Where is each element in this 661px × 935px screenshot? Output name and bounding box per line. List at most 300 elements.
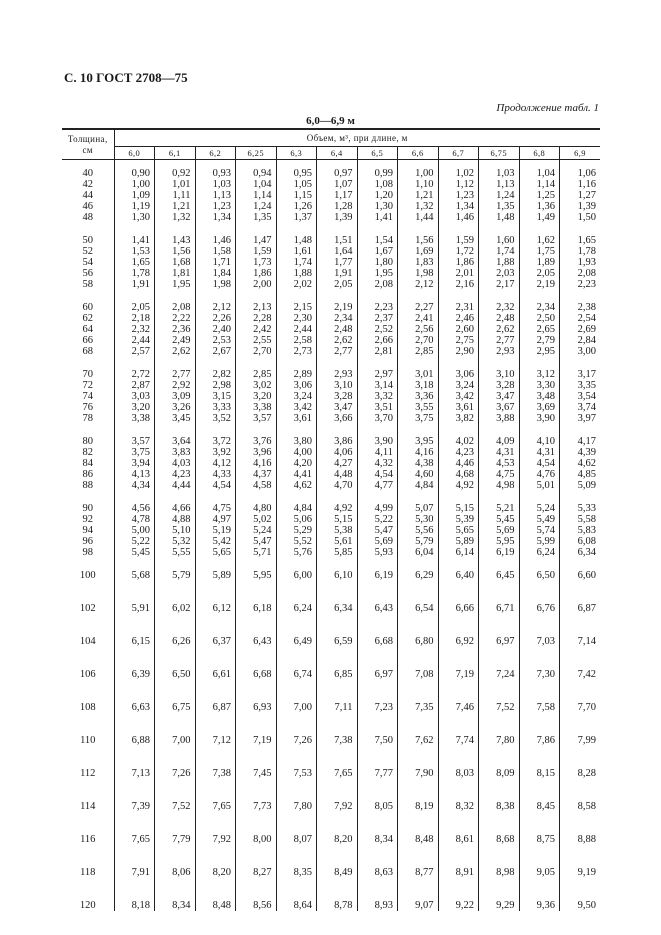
spacer-cell (62, 491, 114, 503)
volume-cell: 2,30 (276, 313, 317, 324)
spacer-cell (519, 680, 560, 702)
volume-cell: 1,39 (317, 212, 358, 223)
spacer-cell (276, 424, 317, 436)
volume-cell: 5,52 (276, 536, 317, 547)
volume-cell: 2,08 (155, 302, 196, 313)
spacer-cell (357, 614, 398, 636)
volume-cell: 4,80 (236, 503, 277, 514)
table-row (62, 547, 600, 558)
spacer-cell (398, 223, 439, 235)
spacer-cell (236, 223, 277, 235)
volume-cell: 5,95 (236, 570, 277, 581)
volume-cell: 2,37 (357, 313, 398, 324)
volume-cell: 6,50 (519, 570, 560, 581)
volume-cell: 5,09 (577, 480, 596, 491)
row-spacer (62, 647, 600, 669)
volume-cell: 2,17 (479, 279, 520, 290)
volume-cell: 4,17 (577, 436, 596, 447)
volume-cell: 6,45 (479, 570, 520, 581)
volume-cell: 2,03 (479, 268, 520, 279)
volume-cell: 2,56 (398, 324, 439, 335)
volume-cell: 1,56 (398, 235, 439, 246)
volume-cell: 4,68 (438, 469, 479, 480)
volume-cell: 2,12 (398, 279, 439, 290)
volume-cell: 2,60 (438, 324, 479, 335)
volume-cell: 8,32 (438, 801, 479, 812)
volume-cell: 4,32 (357, 458, 398, 469)
row-spacer (62, 680, 600, 702)
volume-cell: 7,38 (317, 735, 358, 746)
volume-cell: 7,80 (479, 735, 520, 746)
thickness-cell: 68 (62, 346, 114, 357)
spacer-cell (519, 812, 560, 834)
table-row (62, 346, 600, 357)
spacer-cell (398, 357, 439, 369)
volume-cell: 1,59 (236, 246, 277, 257)
spacer-cell (357, 558, 398, 570)
volume-cell: 6,39 (114, 669, 155, 680)
thickness-cell: 84 (62, 458, 114, 469)
spacer-cell (317, 223, 358, 235)
spacer-cell (317, 713, 358, 735)
volume-cell: 8,88 (577, 834, 596, 845)
volume-cell: 1,23 (438, 190, 479, 201)
volume-cell: 4,41 (276, 469, 317, 480)
spacer-cell (479, 680, 520, 702)
length-header-cell: 6,8 (519, 146, 560, 159)
volume-cell: 6,68 (357, 636, 398, 647)
volume-cell: 8,38 (479, 801, 520, 812)
volume-cell: 5,71 (236, 547, 277, 558)
table-row (62, 525, 600, 536)
spacer-cell (236, 357, 277, 369)
spacer-cell (236, 647, 277, 669)
volume-cell: 4,98 (479, 480, 520, 491)
spacer-cell (479, 779, 520, 801)
volume-cell: 2,15 (276, 302, 317, 313)
spacer-cell (276, 491, 317, 503)
volume-cell: 1,10 (398, 179, 439, 190)
spacer-cell (62, 223, 114, 235)
volume-cell: 3,75 (114, 447, 155, 458)
volume-cell: 4,77 (357, 480, 398, 491)
spacer-cell (560, 581, 601, 603)
spacer-cell (438, 357, 479, 369)
volume-cell: 7,52 (155, 801, 196, 812)
volume-cell: 3,00 (577, 346, 596, 357)
table-row (62, 867, 600, 878)
thickness-cell: 48 (62, 212, 114, 223)
volume-cell: 6,76 (519, 603, 560, 614)
spacer-cell (519, 558, 560, 570)
volume-cell: 3,90 (519, 413, 560, 424)
spacer-cell (195, 614, 236, 636)
volume-cell: 1,81 (155, 268, 196, 279)
volume-cell: 6,37 (195, 636, 236, 647)
volume-cell: 4,20 (276, 458, 317, 469)
table-row (62, 190, 600, 201)
volume-cell: 2,05 (114, 302, 155, 313)
spacer-cell (62, 424, 114, 436)
volume-cell: 6,12 (195, 603, 236, 614)
volume-cell: 4,09 (479, 436, 520, 447)
volume-cell: 4,37 (236, 469, 277, 480)
volume-cell: 4,78 (114, 514, 155, 525)
spacer-cell (195, 812, 236, 834)
volume-cell: 2,01 (438, 268, 479, 279)
volume-cell: 1,65 (114, 257, 155, 268)
spacer-cell (114, 812, 155, 834)
volume-cell: 2,73 (276, 346, 317, 357)
volume-cell: 7,58 (519, 702, 560, 713)
thickness-cell: 86 (62, 469, 114, 480)
thickness-cell: 88 (62, 480, 114, 491)
volume-cell: 1,24 (479, 190, 520, 201)
volume-cell: 1,36 (519, 201, 560, 212)
spacer-cell (317, 424, 358, 436)
spacer-cell (519, 614, 560, 636)
spacer-cell (114, 290, 155, 302)
volume-cell: 4,58 (236, 480, 277, 491)
volume-cell: 4,56 (114, 503, 155, 514)
volume-cell: 1,89 (519, 257, 560, 268)
length-header-cell: 6,7 (438, 146, 479, 159)
thickness-cell: 96 (62, 536, 114, 547)
volume-cell: 1,77 (317, 257, 358, 268)
volume-cell: 3,57 (114, 436, 155, 447)
volume-cell: 2,08 (577, 268, 596, 279)
volume-cell: 4,84 (398, 480, 439, 491)
volume-cell: 5,65 (438, 525, 479, 536)
volume-cell: 8,00 (236, 834, 277, 845)
volume-cell: 2,77 (317, 346, 358, 357)
volume-cell: 5,01 (519, 480, 560, 491)
table-row (62, 503, 600, 514)
spacer-cell (438, 812, 479, 834)
volume-cell: 4,60 (398, 469, 439, 480)
volume-cell: 1,61 (276, 246, 317, 257)
volume-cell: 9,22 (438, 900, 479, 911)
spacer-cell (479, 614, 520, 636)
volume-cell: 1,95 (155, 279, 196, 290)
volume-cell: 1,98 (195, 279, 236, 290)
volume-cell: 6,75 (155, 702, 196, 713)
volume-cell: 1,15 (276, 190, 317, 201)
volume-cell: 5,07 (398, 503, 439, 514)
spacer-cell (236, 680, 277, 702)
volume-cell: 2,23 (357, 302, 398, 313)
volume-cell: 8,63 (357, 867, 398, 878)
volume-cell: 7,53 (276, 768, 317, 779)
spacer-cell (317, 647, 358, 669)
thickness-cell: 64 (62, 324, 114, 335)
spacer-cell (62, 845, 114, 867)
spacer-cell (276, 878, 317, 900)
volume-cell: 7,13 (114, 768, 155, 779)
volume-cell: 5,22 (114, 536, 155, 547)
volume-cell: 3,52 (195, 413, 236, 424)
row-spacer (62, 878, 600, 900)
volume-cell: 3,36 (398, 391, 439, 402)
table-row (62, 335, 600, 346)
volume-cell: 9,05 (519, 867, 560, 878)
spacer-cell (155, 558, 196, 570)
volume-cell: 1,06 (577, 168, 596, 179)
spacer-cell (114, 680, 155, 702)
volume-cell: 2,46 (438, 313, 479, 324)
volume-cell: 1,02 (438, 160, 479, 180)
volume-cell: 8,19 (398, 801, 439, 812)
length-range-title: 6,0—6,9 м (306, 115, 355, 127)
volume-cell: 1,46 (438, 212, 479, 223)
thickness-cell: 46 (62, 201, 114, 212)
row-spacer (62, 746, 600, 768)
volume-cell: 1,78 (114, 268, 155, 279)
volume-cell: 6,71 (479, 603, 520, 614)
volume-cell: 7,65 (114, 834, 155, 845)
row-spacer (62, 424, 600, 436)
table-row (62, 514, 600, 525)
volume-cell: 3,47 (317, 402, 358, 413)
spacer-cell (276, 746, 317, 768)
volume-cell: 8,91 (438, 867, 479, 878)
volume-cell: 1,60 (479, 235, 520, 246)
spacer-cell (195, 581, 236, 603)
volume-cell: 3,06 (438, 369, 479, 380)
volume-cell: 7,73 (236, 801, 277, 812)
volume-cell: 1,41 (114, 235, 155, 246)
volume-cell: 3,97 (577, 413, 596, 424)
table-row (62, 469, 600, 480)
volume-cell: 2,53 (195, 335, 236, 346)
spacer-cell (357, 647, 398, 669)
volume-cell: 9,07 (398, 900, 439, 911)
row-spacer (62, 614, 600, 636)
spacer-cell (560, 746, 601, 768)
spacer-cell (357, 845, 398, 867)
volume-cell: 2,77 (155, 369, 196, 380)
volume-cell: 2,16 (438, 279, 479, 290)
spacer-cell (236, 614, 277, 636)
volume-cell: 2,62 (155, 346, 196, 357)
volume-cell: 6,43 (236, 636, 277, 647)
spacer-cell (438, 491, 479, 503)
volume-cell: 4,99 (357, 503, 398, 514)
volume-cell: 6,66 (438, 603, 479, 614)
page-header: С. 10 ГОСТ 2708—75 (64, 70, 188, 85)
volume-cell: 6,04 (398, 547, 439, 558)
spacer-cell (438, 558, 479, 570)
volume-cell: 1,09 (114, 190, 155, 201)
volume-cell: 4,12 (195, 458, 236, 469)
volume-cell: 1,91 (114, 279, 155, 290)
volume-cell: 6,80 (398, 636, 439, 647)
volume-cell: 1,05 (276, 179, 317, 190)
volume-cell: 2,05 (317, 279, 358, 290)
spacer-cell (236, 581, 277, 603)
row-spacer (62, 491, 600, 503)
thickness-cell: 78 (62, 413, 114, 424)
spacer-cell (560, 357, 601, 369)
spacer-cell (276, 357, 317, 369)
thickness-cell: 98 (62, 547, 114, 558)
thickness-cell: 82 (62, 447, 114, 458)
volume-cell: 4,33 (195, 469, 236, 480)
thickness-cell: 60 (62, 302, 114, 313)
volume-cell: 2,75 (438, 335, 479, 346)
volume-cell: 4,54 (195, 480, 236, 491)
volume-cell: 8,09 (479, 768, 520, 779)
volume-cell: 8,48 (195, 900, 236, 911)
table-row (62, 413, 600, 424)
volume-cell: 5,47 (357, 525, 398, 536)
row-spacer (62, 779, 600, 801)
spacer-cell (114, 746, 155, 768)
volume-cell: 2,36 (155, 324, 196, 335)
volume-cell: 3,32 (357, 391, 398, 402)
volume-cell: 3,24 (438, 380, 479, 391)
volume-cell: 2,85 (398, 346, 439, 357)
volume-cell: 6,19 (479, 547, 520, 558)
volume-cell: 8,58 (577, 801, 596, 812)
volume-cell: 7,35 (398, 702, 439, 713)
volume-cell: 3,38 (114, 413, 155, 424)
thickness-header (62, 129, 114, 160)
spacer-cell (398, 614, 439, 636)
spacer-cell (357, 290, 398, 302)
volume-cell: 1,51 (317, 235, 358, 246)
thickness-cell: 44 (62, 190, 114, 201)
spacer-cell (236, 746, 277, 768)
volume-cell: 4,46 (438, 458, 479, 469)
volume-cell: 8,56 (236, 900, 277, 911)
spacer-cell (62, 713, 114, 735)
spacer-cell (317, 845, 358, 867)
row-spacer (62, 812, 600, 834)
volume-cell: 1,21 (155, 201, 196, 212)
spacer-cell (62, 878, 114, 900)
table-row (62, 702, 600, 713)
thickness-cell: 66 (62, 335, 114, 346)
volume-cell: 1,69 (398, 246, 439, 257)
volume-cell: 3,42 (438, 391, 479, 402)
spacer-cell (114, 424, 155, 436)
volume-cell: 4,38 (398, 458, 439, 469)
volume-cell: 5,58 (577, 514, 596, 525)
volume-cell: 5,69 (479, 525, 520, 536)
volume-cell: 2,02 (276, 279, 317, 290)
volume-cell: 2,66 (357, 335, 398, 346)
volume-cell: 6,74 (276, 669, 317, 680)
volume-cell: 1,50 (577, 212, 596, 223)
volume-cell: 5,39 (438, 514, 479, 525)
spacer-cell (479, 845, 520, 867)
volume-cell: 3,90 (357, 436, 398, 447)
volume-cell: 0,92 (155, 160, 196, 180)
volume-cell: 7,52 (479, 702, 520, 713)
spacer-cell (114, 581, 155, 603)
volume-cell: 7,26 (276, 735, 317, 746)
spacer-cell (276, 558, 317, 570)
volume-cell: 3,80 (276, 436, 317, 447)
volume-cell: 8,06 (155, 867, 196, 878)
volume-cell: 6,34 (577, 547, 596, 558)
thickness-cell: 56 (62, 268, 114, 279)
volume-cell: 7,50 (357, 735, 398, 746)
volume-cell: 1,48 (479, 212, 520, 223)
volume-cell: 3,28 (317, 391, 358, 402)
thickness-cell: 110 (62, 735, 114, 746)
spacer-cell (195, 878, 236, 900)
table-row (62, 201, 600, 212)
spacer-cell (195, 647, 236, 669)
volume-cell: 3,72 (195, 436, 236, 447)
spacer-cell (155, 614, 196, 636)
spacer-cell (155, 878, 196, 900)
volume-cell: 7,30 (519, 669, 560, 680)
volume-cell: 1,07 (317, 179, 358, 190)
spacer-cell (398, 680, 439, 702)
volume-cell: 4,31 (519, 447, 560, 458)
volume-cell: 7,42 (577, 669, 596, 680)
spacer-cell (317, 357, 358, 369)
volume-cell: 6,24 (276, 603, 317, 614)
volume-cell: 4,85 (577, 469, 596, 480)
table-row (62, 900, 600, 911)
table-row (62, 302, 600, 313)
spacer-cell (155, 779, 196, 801)
spacer-cell (357, 713, 398, 735)
volume-cell: 5,65 (195, 547, 236, 558)
volume-cell: 0,93 (195, 160, 236, 180)
volume-cell: 3,57 (236, 413, 277, 424)
volume-cell: 6,00 (276, 570, 317, 581)
volume-cell: 1,08 (357, 179, 398, 190)
table-row (62, 380, 600, 391)
spacer-cell (62, 614, 114, 636)
row-spacer (62, 845, 600, 867)
volume-cell: 5,24 (236, 525, 277, 536)
volume-cell: 8,34 (155, 900, 196, 911)
spacer-cell (155, 680, 196, 702)
spacer-cell (276, 647, 317, 669)
volume-cell: 3,66 (317, 413, 358, 424)
thickness-cell: 104 (62, 636, 114, 647)
volume-cell: 1,49 (519, 212, 560, 223)
volume-cell: 3,61 (276, 413, 317, 424)
volume-cell: 3,15 (195, 391, 236, 402)
volume-cell: 3,26 (155, 402, 196, 413)
spacer-cell (479, 581, 520, 603)
volume-cell: 1,32 (155, 212, 196, 223)
spacer-cell (357, 357, 398, 369)
volume-cell: 1,78 (577, 246, 596, 257)
spacer-cell (398, 779, 439, 801)
volume-cell: 1,80 (357, 257, 398, 268)
spacer-cell (155, 746, 196, 768)
spacer-cell (438, 713, 479, 735)
volume-cell: 1,43 (155, 235, 196, 246)
volume-cell: 3,03 (114, 391, 155, 402)
volume-cell: 5,30 (398, 514, 439, 525)
volume-cell: 7,38 (195, 768, 236, 779)
table-row (62, 801, 600, 812)
volume-cell: 6,29 (398, 570, 439, 581)
spacer-cell (317, 779, 358, 801)
volume-cell: 5,19 (195, 525, 236, 536)
volume-cell: 1,83 (398, 257, 439, 268)
spacer-cell (114, 713, 155, 735)
